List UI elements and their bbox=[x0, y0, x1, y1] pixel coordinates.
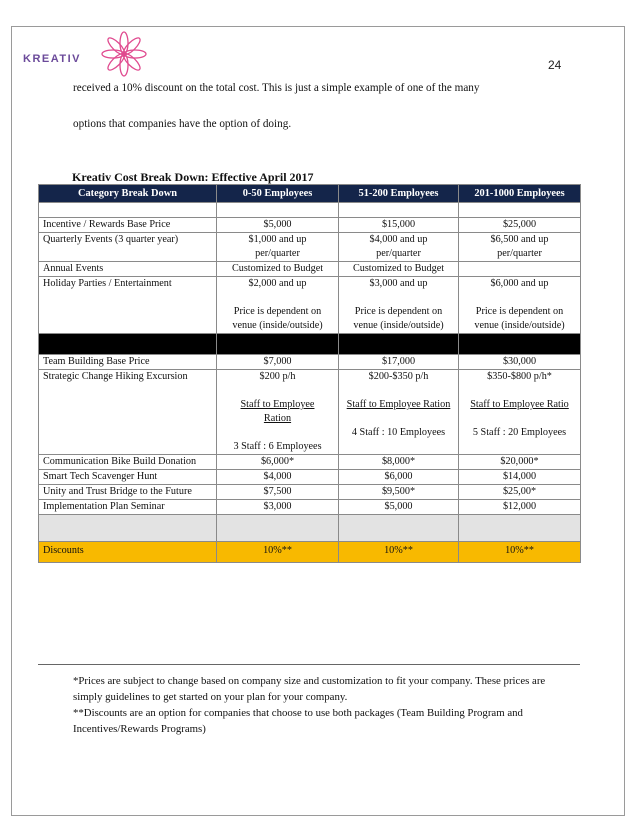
discount-cell-cat: Discounts bbox=[39, 542, 217, 563]
blank-cell bbox=[339, 515, 459, 542]
cell-line: $7,000 bbox=[263, 356, 292, 367]
table-row bbox=[39, 233, 581, 262]
blank-cell bbox=[459, 334, 581, 355]
category-label: Implementation Plan Seminar bbox=[43, 501, 165, 512]
table-cell-v1 bbox=[217, 470, 339, 485]
discount-cell-v2: 10%** bbox=[339, 542, 459, 563]
footnote-prices: *Prices are subject to change based on company size and customization to fit your company. These prices are simply guidelines to get started on your plan for your company. bbox=[73, 675, 546, 703]
blank-cell bbox=[39, 334, 217, 355]
table-cell-category bbox=[39, 370, 217, 455]
cell-line bbox=[217, 384, 338, 398]
cell-line: $9,500* bbox=[381, 486, 416, 497]
table-cell-v2 bbox=[339, 470, 459, 485]
blank-cell bbox=[39, 515, 217, 542]
cell-line: $5,000 bbox=[384, 501, 413, 512]
table-row bbox=[39, 500, 581, 515]
category-label: Annual Events bbox=[43, 263, 104, 274]
table-cell-v3 bbox=[459, 277, 581, 334]
cell-line: Price is dependent on bbox=[475, 306, 564, 317]
cell-line: $6,000* bbox=[260, 456, 295, 467]
table-cell-category bbox=[39, 233, 217, 262]
cell-line: Staff to Employee bbox=[240, 399, 315, 410]
logo-text: KREATIV bbox=[23, 53, 81, 65]
table-cell-v1 bbox=[217, 500, 339, 515]
cell-line: $5,000 bbox=[263, 219, 292, 230]
table-row bbox=[39, 470, 581, 485]
table-cell-v2 bbox=[339, 262, 459, 277]
cell-line bbox=[459, 291, 580, 305]
table-cell-v2 bbox=[339, 355, 459, 370]
cell-line: $200 p/h bbox=[259, 371, 296, 382]
cell-line: venue (inside/outside) bbox=[474, 320, 565, 331]
blank-cell bbox=[459, 515, 581, 542]
cell-line: Staff to Employee Ration bbox=[346, 399, 451, 410]
table-cell-v3 bbox=[459, 218, 581, 233]
cell-line bbox=[459, 262, 580, 276]
blank-cell bbox=[217, 334, 339, 355]
cell-line: $4,000 and up bbox=[369, 234, 428, 245]
table-cell-v2 bbox=[339, 233, 459, 262]
table-cell-v2 bbox=[339, 370, 459, 455]
cell-line bbox=[217, 426, 338, 440]
cell-line: 5 Staff : 20 Employees bbox=[472, 427, 567, 438]
cell-line: per/quarter bbox=[376, 248, 421, 259]
cell-line: per/quarter bbox=[497, 248, 542, 259]
discount-cell-v1: 10%** bbox=[217, 542, 339, 563]
cell-line: $1,000 and up bbox=[248, 234, 307, 245]
cell-line bbox=[217, 291, 338, 305]
table-cell-v3 bbox=[459, 485, 581, 500]
table-row bbox=[39, 277, 581, 334]
blank-cell bbox=[339, 334, 459, 355]
header-0-50: 0-50 Employees bbox=[217, 185, 339, 203]
blank-cell bbox=[217, 515, 339, 542]
cell-line: $12,000 bbox=[502, 501, 537, 512]
table-cell-v1 bbox=[217, 370, 339, 455]
table-cell-v3 bbox=[459, 262, 581, 277]
table-row bbox=[39, 218, 581, 233]
cell-line: Ration bbox=[263, 413, 292, 424]
footnote-divider bbox=[38, 664, 580, 665]
category-label: Smart Tech Scavenger Hunt bbox=[43, 471, 158, 482]
intro-line-1: received a 10% discount on the total cost. This is just a simple example of one of the many bbox=[73, 82, 480, 94]
cell-line: venue (inside/outside) bbox=[232, 320, 323, 331]
cell-line: $4,000 bbox=[263, 471, 292, 482]
cell-line: $17,000 bbox=[381, 356, 416, 367]
cell-line: $350-$800 p/h* bbox=[487, 371, 552, 382]
cell-line: $200-$350 p/h bbox=[368, 371, 429, 382]
cell-line: Price is dependent on bbox=[354, 306, 443, 317]
cell-line: Customized to Budget bbox=[352, 263, 445, 274]
table-cell-v1 bbox=[217, 233, 339, 262]
category-label: Holiday Parties / Entertainment bbox=[43, 278, 172, 289]
table-cell-category bbox=[39, 262, 217, 277]
cell-line: $14,000 bbox=[502, 471, 537, 482]
table-cell-category bbox=[39, 485, 217, 500]
table-cell-v2 bbox=[339, 455, 459, 470]
table-cell-v2 bbox=[339, 485, 459, 500]
table-row bbox=[39, 485, 581, 500]
cell-line: Staff to Employee Ratio bbox=[470, 399, 569, 410]
table-cell-v2 bbox=[339, 218, 459, 233]
table-cell-v1 bbox=[217, 355, 339, 370]
table-cell-v3 bbox=[459, 370, 581, 455]
cell-line: venue (inside/outside) bbox=[353, 320, 444, 331]
cell-line: $30,000 bbox=[502, 356, 537, 367]
cell-line: $8,000* bbox=[381, 456, 416, 467]
table-cell-category bbox=[39, 470, 217, 485]
intro-line-2: options that companies have the option of doing. bbox=[73, 118, 292, 130]
discounts-row bbox=[39, 542, 581, 563]
cell-line bbox=[459, 412, 580, 426]
table-cell-v3 bbox=[459, 470, 581, 485]
category-label: Incentive / Rewards Base Price bbox=[43, 219, 171, 230]
table-title: Kreativ Cost Break Down: Effective April 2017 bbox=[72, 170, 314, 184]
cell-line: $2,000 and up bbox=[248, 278, 307, 289]
table-cell-v3 bbox=[459, 233, 581, 262]
table-cell-v1 bbox=[217, 455, 339, 470]
table-cell-v3 bbox=[459, 500, 581, 515]
cell-line bbox=[339, 412, 458, 426]
footnote-discounts: **Discounts are an option for companies that choose to use both packages (Team Building Program and Incentives/Rewards Programs) bbox=[73, 707, 523, 735]
cell-line: $20,000* bbox=[500, 456, 539, 467]
page-number: 24 bbox=[548, 58, 562, 72]
cell-line: $15,000 bbox=[381, 219, 416, 230]
category-label: Strategic Change Hiking Excursion bbox=[43, 371, 188, 382]
header-201-1000: 201-1000 Employees bbox=[459, 185, 581, 203]
cell-line: $6,000 bbox=[384, 471, 413, 482]
cell-line bbox=[339, 384, 458, 398]
category-label: Unity and Trust Bridge to the Future bbox=[43, 486, 192, 497]
cell-line: $25,00* bbox=[502, 486, 537, 497]
cell-line bbox=[339, 291, 458, 305]
spacer-row bbox=[39, 203, 581, 218]
cost-breakdown-table bbox=[38, 184, 581, 563]
table-cell-category bbox=[39, 277, 217, 334]
category-label: Communication Bike Build Donation bbox=[43, 456, 197, 467]
table-cell-v2 bbox=[339, 500, 459, 515]
table-cell-v1 bbox=[217, 218, 339, 233]
cell-line: $3,000 and up bbox=[369, 278, 428, 289]
header-51-200: 51-200 Employees bbox=[339, 185, 459, 203]
cell-line: $7,500 bbox=[263, 486, 292, 497]
cell-line: Customized to Budget bbox=[231, 263, 324, 274]
table-cell-v1 bbox=[217, 262, 339, 277]
table-cell-category bbox=[39, 455, 217, 470]
table-cell-category bbox=[39, 355, 217, 370]
table-row bbox=[39, 455, 581, 470]
table-header-row bbox=[39, 185, 581, 203]
table-row bbox=[39, 262, 581, 277]
table-row bbox=[39, 355, 581, 370]
table-cell-v1 bbox=[217, 277, 339, 334]
table-cell-v3 bbox=[459, 455, 581, 470]
table-row bbox=[39, 370, 581, 455]
cell-line: $3,000 bbox=[263, 501, 292, 512]
cell-line: $6,000 and up bbox=[490, 278, 549, 289]
cell-line bbox=[459, 384, 580, 398]
table-cell-category bbox=[39, 500, 217, 515]
gray-spacer-row bbox=[39, 515, 581, 542]
cell-line: 3 Staff : 6 Employees bbox=[233, 441, 322, 452]
category-label: Quarterly Events (3 quarter year) bbox=[43, 234, 179, 245]
header-category: Category Break Down bbox=[39, 185, 217, 203]
cell-line: 4 Staff : 10 Employees bbox=[351, 427, 446, 438]
table-cell-category bbox=[39, 218, 217, 233]
table-cell-v2 bbox=[339, 277, 459, 334]
discount-cell-v3: 10%** bbox=[459, 542, 581, 563]
cell-line: $6,500 and up bbox=[490, 234, 549, 245]
cell-line: $25,000 bbox=[502, 219, 537, 230]
section-separator-row bbox=[39, 334, 581, 355]
table-cell-v3 bbox=[459, 355, 581, 370]
cell-line: per/quarter bbox=[255, 248, 300, 259]
category-label: Team Building Base Price bbox=[43, 356, 150, 367]
table-cell-v1 bbox=[217, 485, 339, 500]
cell-line: Price is dependent on bbox=[233, 306, 322, 317]
